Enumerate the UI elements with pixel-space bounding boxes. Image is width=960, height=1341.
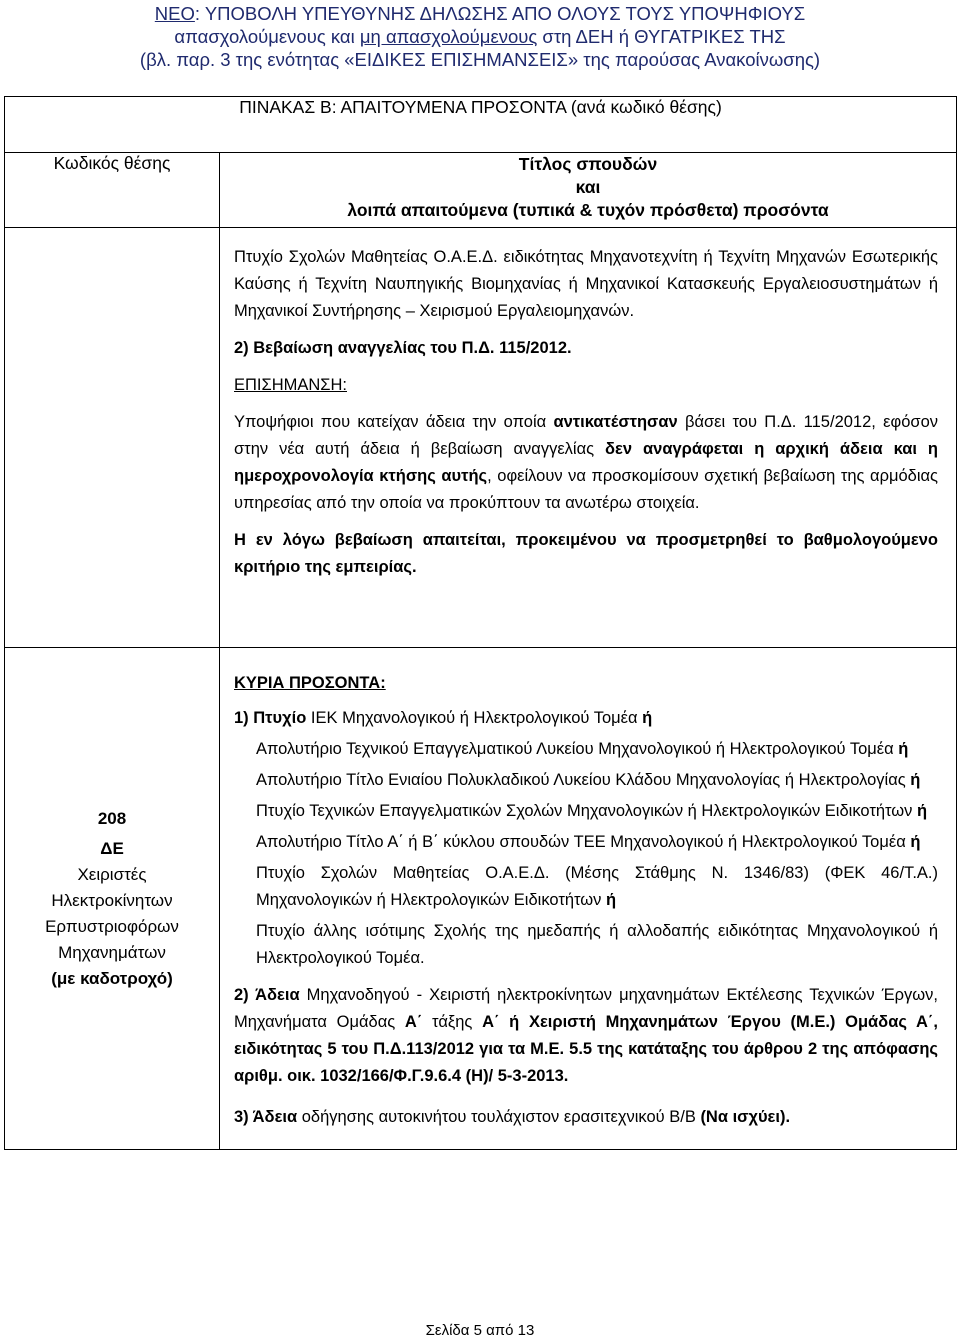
position-code-cell: 208 ΔΕ Χειριστές Ηλεκτροκίνητων Ερπυστριοφόρων Μηχανημάτων (με καδοτροχό) <box>5 648 220 1150</box>
list-item: Πτυχίο άλλης ισότιμης Σχολής της ημεδαπής ή αλλοδαπής ειδικότητας Μηχανολογικού ή Ηλεκτρολογικού Τομέα. <box>256 922 938 967</box>
table-header-row <box>5 153 957 228</box>
requirements-cell <box>220 648 957 1150</box>
table-title-row <box>5 97 957 153</box>
list-item: Απολυτήριο Τεχνικού Επαγγελματικού Λυκείου Μηχανολογικού ή Ηλεκτρολογικού Τομέα ή <box>256 740 909 758</box>
page-number: Σελίδα 5 από 13 <box>425 1322 535 1339</box>
col-header-requirements: Τίτλος σπουδών και λοιπά απαιτούμενα (τυπικά & τυχόν πρόσθετα) προσόντα <box>220 153 957 228</box>
requirements-table <box>4 96 957 1150</box>
list-item: Απολυτήριο Τίτλο Ενιαίου Πολυκλαδικού Λυκείου Κλάδου Μηχανολογίας ή Ηλεκτρολογίας ή <box>256 771 921 789</box>
header-line-3: (βλ. παρ. 3 της ενότητας «ΕΙΔΙΚΕΣ ΕΠΙΣΗΜΑΝΣΕΙΣ» της παρούσας Ανακοίνωσης) <box>139 49 821 70</box>
requirement-1: 1) Πτυχίο ΙΕΚ Μηχανολογικού ή Ηλεκτρολογικού Τομέα ή <box>234 709 653 727</box>
note-bold: Η εν λόγω βεβαίωση απαιτείται, προκειμένου να προσμετρηθεί το βαθμολογούμενο κριτήριο της εμπειρίας. <box>234 531 938 576</box>
note-paragraph: Υποψήφιοι που κατείχαν άδεια την οποία αντικατέστησαν βάσει του Π.Δ. 115/2012, εφόσον στην νέα αυτή άδεια ή βεβαίωση αναγγελίας δεν αναγράφεται η αρχική άδεια και η ημεροχρονολογία κτήσης αυτής, οφείλουν να προσκομίσουν σχετική βεβαίωση της αρμόδιας υπηρεσίας από την οποία να προκύπτουν τα ανωτέρω στοιχεία. <box>234 413 938 512</box>
position-category: ΔΕ <box>100 838 124 858</box>
table-row <box>5 228 957 648</box>
header-line-2: απασχολούμενους και μη απασχολούμενους στη ΔΕΗ ή ΘΥΓΑΤΡΙΚΕΣ ΤΗΣ <box>174 26 786 47</box>
list-item: Πτυχίο Σχολών Μαθητείας Ο.Α.Ε.Δ. (Μέσης Στάθμης Ν. 1346/83) (ΦΕΚ 46/Τ.Α.) Μηχανολογικών ή Ηλεκτρολογικών Ειδικοτήτων ή <box>256 864 938 909</box>
table-title: ΠΙΝΑΚΑΣ Β: ΑΠΑΙΤΟΥΜΕΝΑ ΠΡΟΣΟΝΤΑ (ανά κωδικό θέσης) <box>5 97 957 153</box>
header-line-1: ΝΕΟ: ΥΠΟΒΟΛΗ ΥΠΕΥΘΥΝΗΣ ΔΗΛΩΣΗΣ ΑΠΟ ΟΛΟΥΣ ΤΟΥΣ ΥΠΟΨΗΦΙΟΥΣ <box>154 3 806 24</box>
list-item: Απολυτήριο Τίτλο Α΄ ή Β΄ κύκλου σπουδών ΤΕΕ Μηχανολογικού ή Ηλεκτρολογικού Τομέα ή <box>256 833 921 851</box>
requirements-title: ΚΥΡΙΑ ΠΡΟΣΟΝΤΑ: <box>234 674 386 692</box>
page-header <box>0 0 960 71</box>
requirement-3-license: 3) Άδεια οδήγησης αυτοκινήτου τουλάχιστον ερασιτεχνικού Β/Β (Να ισχύει). <box>234 1108 791 1126</box>
table-row <box>5 648 957 1150</box>
list-item: Πτυχίο Τεχνικών Επαγγελματικών Σχολών Μηχανολογικών ή Ηλεκτρολογικών Ειδικοτήτων ή <box>256 802 928 820</box>
note-title: ΕΠΙΣΗΜΑΝΣΗ: <box>234 376 347 394</box>
position-code: 208 <box>97 808 127 828</box>
col-header-code: Κωδικός θέσης <box>5 153 220 228</box>
previous-requirements-cell <box>220 228 957 648</box>
requirement-2-license: 2) Άδεια Μηχανοδηγού - Χειριστή ηλεκτροκίνητων μηχανημάτων Εκτέλεσης Τεχνικών Έργων, Μηχανήματα Ομάδας Α΄ τάξης Α΄ ή Χειριστή Μηχανημάτων Έργου (Μ.Ε.) Ομάδας Α΄, ειδικότητας 5 του Π.Δ.113/2012 για τα Μ.Ε. 5.5 της κατάταξης του άρθρου 2 της απόφασης αριθμ. οικ. 1032/166/Φ.Γ.9.6.4 (Η)/ 5-3-2013. <box>234 986 938 1085</box>
empty-code-cell <box>5 228 220 648</box>
requirement-2: 2) Βεβαίωση αναγγελίας του Π.Δ. 115/2012. <box>234 339 572 357</box>
degree-paragraph: Πτυχίο Σχολών Μαθητείας Ο.Α.Ε.Δ. ειδικότητας Μηχανοτεχνίτη ή Τεχνίτη Μηχανών Εσωτερικής Καύσης ή Τεχνίτη Ναυπηγικής Βιομηχανίας ή Μηχανικοί Κατασκευής Εργαλειοσυστημάτων ή Μηχανικοί Συντήρησης – Χειρισμού Εργαλειομηχανών. <box>234 248 938 320</box>
